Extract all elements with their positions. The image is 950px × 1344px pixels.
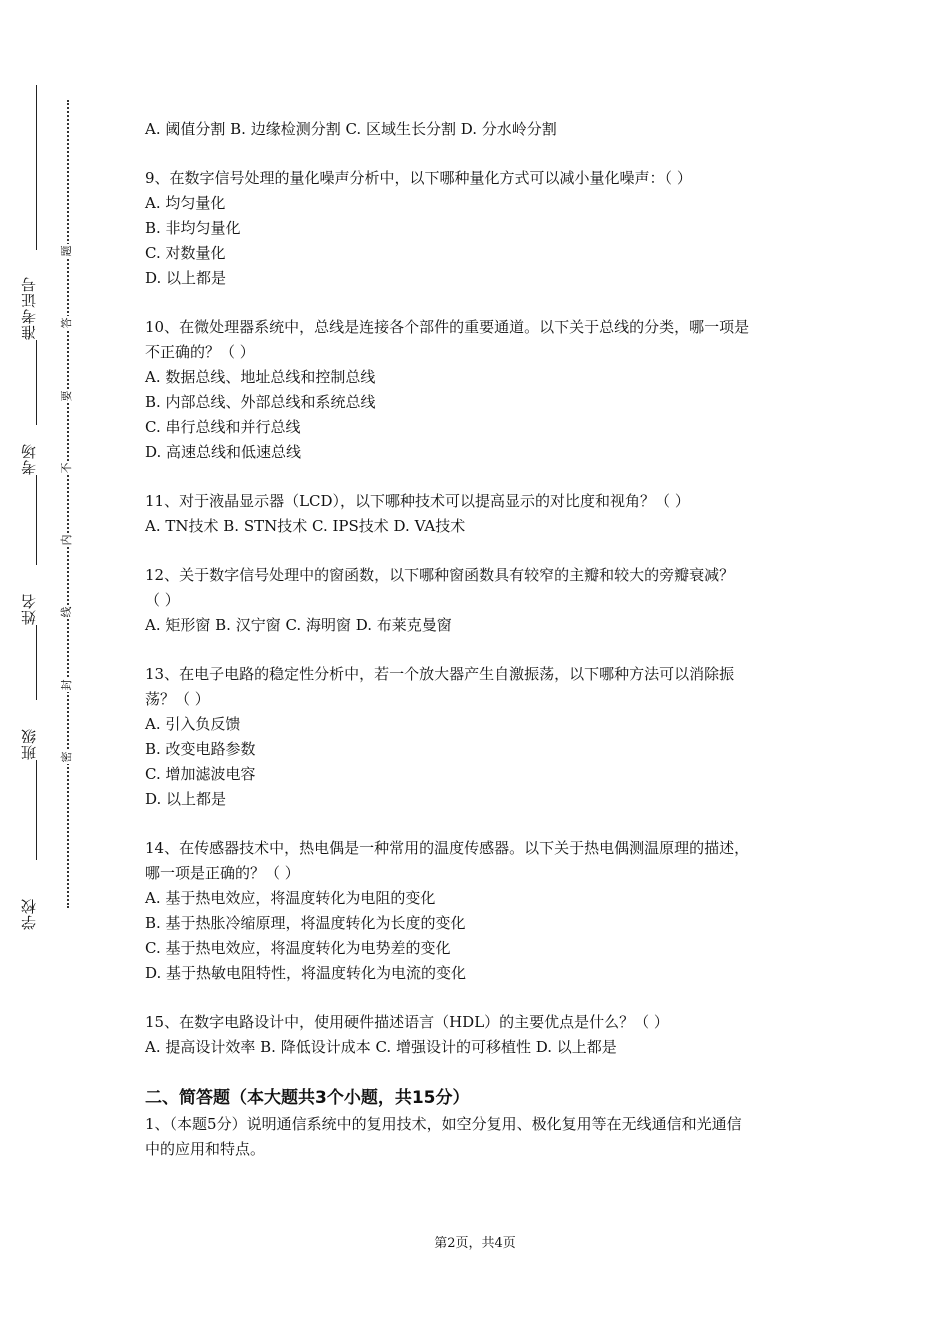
option-line: B. 非均匀量化 bbox=[145, 219, 241, 237]
question-stem: 9、在数字信号处理的量化噪声分析中，以下哪种量化方式可以减小量化噪声：（ ） bbox=[145, 169, 692, 187]
exam-room-field: 考场 bbox=[18, 425, 58, 475]
seal-char: 不 bbox=[60, 462, 73, 474]
option-line: C. 基于热电效应，将温度转化为电势差的变化 bbox=[145, 939, 451, 957]
option-line: A. 数据总线、地址总线和控制总线 bbox=[145, 368, 376, 386]
question-12 bbox=[145, 563, 815, 638]
option-line: A. 矩形窗 B. 汉宁窗 C. 海明窗 D. 布莱克曼窗 bbox=[145, 616, 452, 634]
seal-char: 要 bbox=[60, 390, 73, 402]
option-line: A. 提高设计效率 B. 降低设计成本 C. 增强设计的可移植性 D. 以上都是 bbox=[145, 1038, 617, 1056]
question-11 bbox=[145, 489, 815, 539]
option-line: A. TN技术 B. STN技术 C. IPS技术 D. VA技术 bbox=[145, 517, 466, 535]
question-10 bbox=[145, 315, 815, 465]
question-stem: 不正确的？（ ） bbox=[145, 343, 255, 361]
question-14 bbox=[145, 836, 815, 986]
question-stem: 13、在电子电路的稳定性分析中，若一个放大器产生自激振荡，以下哪种方法可以消除振 bbox=[145, 665, 735, 683]
short-answer-question-1: 1、（本题5分）说明通信系统中的复用技术，如空分复用、极化复用等在无线通信和光通信 bbox=[145, 1115, 742, 1133]
question-8-options bbox=[145, 117, 815, 142]
exam-content bbox=[145, 117, 815, 1162]
seal-char: 密 bbox=[60, 751, 73, 763]
question-stem: （ ） bbox=[145, 591, 180, 609]
option-line: C. 对数量化 bbox=[145, 244, 226, 262]
section-2-title: 二、简答题（本大题共3个小题，共15分） bbox=[145, 1088, 470, 1108]
seal-char: 内 bbox=[60, 534, 73, 546]
seal-char: 封 bbox=[60, 679, 73, 691]
question-stem: 14、在传感器技术中，热电偶是一种常用的温度传感器。以下关于热电偶测温原理的描述， bbox=[145, 839, 750, 857]
option-line: B. 基于热胀冷缩原理，将温度转化为长度的变化 bbox=[145, 914, 466, 932]
question-15 bbox=[145, 1010, 815, 1060]
short-answer-question-1: 中的应用和特点。 bbox=[145, 1140, 266, 1158]
question-stem: 荡？（ ） bbox=[145, 690, 210, 708]
question-stem: 15、在数字电路设计中，使用硬件描述语言（HDL）的主要优点是什么？（ ） bbox=[145, 1013, 669, 1031]
option-line: B. 内部总线、外部总线和系统总线 bbox=[145, 393, 376, 411]
seal-char: 题 bbox=[60, 245, 73, 257]
option-line: A. 阈值分割 B. 边缘检测分割 C. 区域生长分割 D. 分水岭分割 bbox=[145, 120, 557, 138]
question-stem: 哪一项是正确的？（ ） bbox=[145, 864, 300, 882]
option-line: D. 高速总线和低速总线 bbox=[145, 443, 302, 461]
option-line: C. 串行总线和并行总线 bbox=[145, 418, 301, 436]
admission-number-field: 准考证号 bbox=[18, 250, 58, 340]
seal-char: 线 bbox=[60, 606, 73, 618]
question-stem: 11、对于液晶显示器（LCD），以下哪种技术可以提高显示的对比度和视角？（ ） bbox=[145, 492, 690, 510]
question-13 bbox=[145, 662, 815, 812]
page-footer: 第2页，共4页 bbox=[434, 1236, 516, 1251]
question-stem: 12、关于数字信号处理中的窗函数，以下哪种窗函数具有较窄的主瓣和较大的旁瓣衰减？ bbox=[145, 566, 735, 584]
option-line: D. 以上都是 bbox=[145, 790, 227, 808]
name-field: 姓名 bbox=[18, 565, 58, 625]
option-line: D. 基于热敏电阻特性，将温度转化为电流的变化 bbox=[145, 964, 467, 982]
school-field: 学校 bbox=[18, 860, 58, 930]
binding-margin bbox=[0, 0, 73, 1344]
option-line: A. 均匀量化 bbox=[145, 194, 226, 212]
question-9 bbox=[145, 166, 815, 291]
seal-dotted-line bbox=[67, 100, 69, 908]
option-line: A. 基于热电效应，将温度转化为电阻的变化 bbox=[145, 889, 436, 907]
class-field: 班级 bbox=[18, 700, 58, 760]
option-line: C. 增加滤波电容 bbox=[145, 765, 256, 783]
option-line: D. 以上都是 bbox=[145, 269, 227, 287]
option-line: B. 改变电路参数 bbox=[145, 740, 256, 758]
question-stem: 10、在微处理器系统中，总线是连接各个部件的重要通道。以下关于总线的分类，哪一项是 bbox=[145, 318, 750, 336]
option-line: A. 引入负反馈 bbox=[145, 715, 241, 733]
binding-solid-line bbox=[36, 85, 37, 923]
seal-char: 答 bbox=[60, 317, 73, 329]
